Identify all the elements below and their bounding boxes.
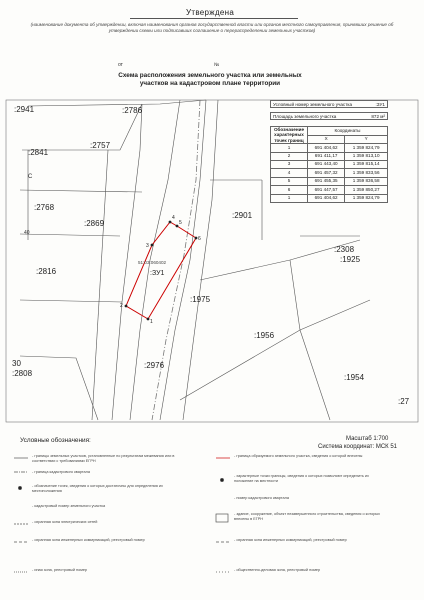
- parcel-label: :2308: [334, 245, 355, 254]
- approved-underline: [130, 18, 298, 19]
- point-5: 5: [179, 220, 182, 226]
- y-coordinate: 1 359 836,58: [345, 177, 388, 185]
- approved-label: Утверждена: [186, 8, 235, 17]
- table-row: [271, 144, 388, 152]
- coordinate-system: Система координат: МСК 51: [318, 444, 398, 450]
- parcel-label: :1954: [344, 373, 365, 382]
- parcel-label: :2841: [28, 148, 49, 157]
- legend-item: - охранная зона инженерных коммуникаций, реестровый номер: [234, 538, 347, 542]
- point-3: 3: [146, 243, 149, 249]
- table-row: [271, 194, 388, 202]
- legend-item: - здание, сооружение, объект незавершенного строительства, сведения о которых внесены в ЕГРН: [234, 512, 380, 521]
- parcel-label: :2768: [34, 203, 55, 212]
- table-row: [271, 186, 388, 194]
- point-id: 2: [271, 152, 308, 160]
- new-parcel-label: :ЗУ1: [150, 270, 165, 277]
- y-coordinate: 1 359 824,79: [345, 144, 388, 152]
- y-coordinate: 1 359 850,27: [345, 186, 388, 194]
- parcel-label: :2808: [12, 369, 33, 378]
- date-label: от: [118, 62, 123, 68]
- title-line-1: Схема расположения земельного участка или земельных: [118, 72, 302, 79]
- side-label: 40: [24, 230, 30, 236]
- table-row: [271, 169, 388, 177]
- parcel-designation-row: [270, 100, 388, 108]
- parcel-label: :2816: [36, 267, 57, 276]
- points-column-header: Обозначение характерных точек границ: [271, 127, 308, 144]
- legend-item: - номер кадастрового квартала: [234, 496, 289, 500]
- designation-value: :ЗУ1: [375, 102, 385, 107]
- parcel-label: :2941: [14, 105, 35, 114]
- y-coordinate: 1 359 833,56: [345, 169, 388, 177]
- parcel-label: :1925: [340, 255, 361, 264]
- y-coordinate: 1 359 813,10: [345, 152, 388, 160]
- legend-item: - граница кадастрового квартала: [32, 470, 90, 474]
- approval-note: (наименование документа об утверждении, включая наименования органов государственной власти или органов местного самоуправления, принявших решение об утверждении схемы или подписавших соглашение о перераспределении земельных участков): [30, 22, 394, 33]
- title-line-2: участков на кадастровом плане территории: [139, 80, 281, 87]
- parcel-label: :1975: [190, 295, 211, 304]
- parcel-label: :27: [398, 397, 410, 406]
- point-6: 6: [198, 236, 201, 242]
- area-label: Площадь земельного участка: [273, 114, 337, 119]
- legend-item: - охранная зона инженерных коммуникаций, реестровый номер: [32, 538, 145, 542]
- coordinates-table: [270, 126, 388, 203]
- point-id: 1: [271, 194, 308, 202]
- document-title: [60, 72, 360, 88]
- parcel-label: :2976: [144, 361, 165, 370]
- point-id: 6: [271, 186, 308, 194]
- x-coordinate: 691 404,62: [308, 194, 345, 202]
- area-value: 872 м²: [371, 114, 385, 119]
- legend-title: Условные обозначения:: [20, 437, 91, 444]
- designation-label: Условный номер земельного участка: [273, 102, 353, 107]
- legend-item: - общественно-деловая зона, реестровый номер: [234, 568, 321, 572]
- legend-item: - обозначение точек, сведения о которых достаточны для определения их местоположения: [32, 484, 163, 493]
- legend-item: - иная зона, реестровый номер: [32, 568, 88, 572]
- legend-item: - границы земельных участков, установленные по результатам межевания или в соответствии с требованиями ЕГРН: [32, 454, 175, 463]
- parcel-label: :2869: [84, 219, 105, 228]
- point-1: 1: [150, 319, 153, 325]
- coordinates-header: Координаты: [308, 127, 388, 136]
- x-coordinate: 691 411,17: [308, 152, 345, 160]
- parcel-area-row: [270, 112, 388, 120]
- legend-item: - характерные точки границы, сведения о которых позволяют определить их положение на местности: [234, 474, 369, 483]
- parcel-label: :1956: [254, 331, 275, 340]
- point-4: 4: [172, 215, 175, 221]
- point-id: 1: [271, 144, 308, 152]
- parcel-label: :2901: [232, 211, 253, 220]
- number-label: №: [214, 62, 220, 68]
- table-row: [271, 152, 388, 160]
- side-label: C: [28, 174, 33, 180]
- cadastral-quarter-number: 51:03:060402: [138, 260, 167, 265]
- x-header: X: [308, 135, 345, 144]
- point-id: 3: [271, 161, 308, 169]
- table-row: [271, 161, 388, 169]
- parcel-label: :2757: [90, 141, 111, 150]
- point-id: 4: [271, 169, 308, 177]
- legend-item: - кадастровый номер земельного участка: [32, 504, 106, 508]
- parcel-label: :2786: [122, 106, 143, 115]
- legend-item: - граница образуемого земельного участка, сведения о которой внесены: [234, 454, 363, 458]
- point-id: 5: [271, 177, 308, 185]
- y-header: Y: [345, 135, 388, 144]
- x-coordinate: 691 455,35: [308, 177, 345, 185]
- x-coordinate: 691 404,62: [308, 144, 345, 152]
- y-coordinate: 1 359 815,14: [345, 161, 388, 169]
- x-coordinate: 691 457,32: [308, 169, 345, 177]
- parcel-label: 30: [12, 359, 21, 368]
- x-coordinate: 691 443,40: [308, 161, 345, 169]
- legend-item: - охранная зона электрических сетей: [32, 520, 98, 524]
- x-coordinate: 691 447,57: [308, 186, 345, 194]
- table-row: [271, 177, 388, 185]
- map-scale: Масштаб 1:700: [346, 436, 389, 442]
- y-coordinate: 1 359 824,79: [345, 194, 388, 202]
- point-2: 2: [120, 303, 123, 309]
